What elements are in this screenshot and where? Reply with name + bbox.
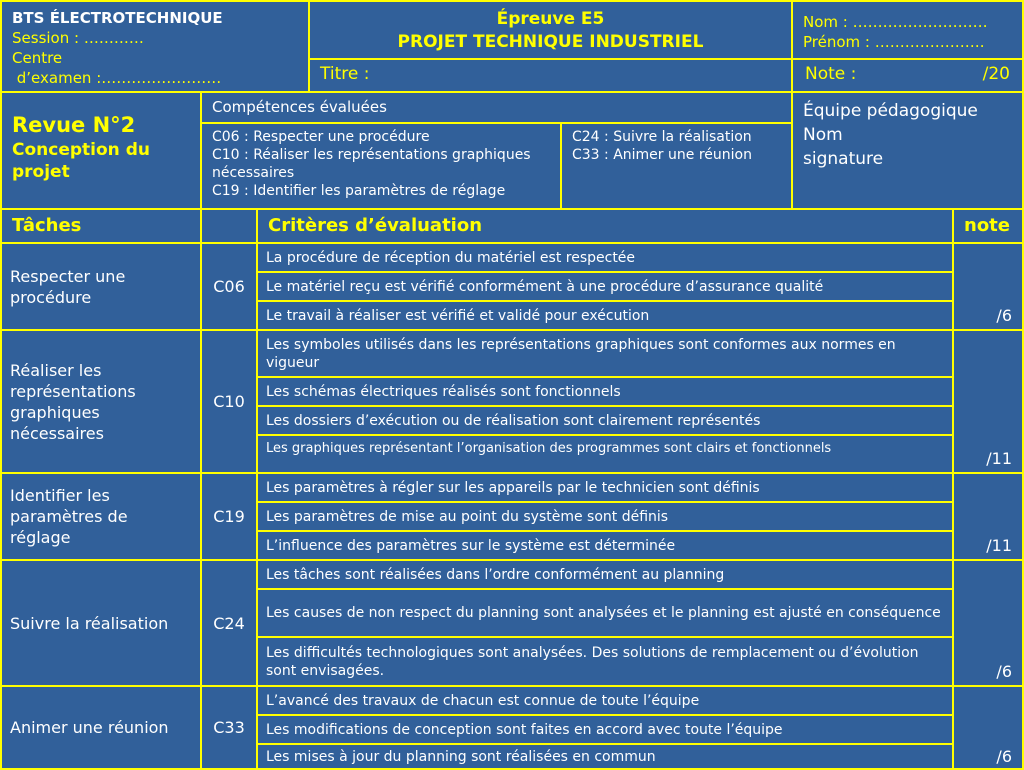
header-code-empty bbox=[200, 208, 258, 244]
critere-row: Le matériel reçu est vérifié conformément à une procédure d’assurance qualité bbox=[256, 271, 954, 302]
bts-title: BTS ÉLECTROTECHNIQUE bbox=[12, 9, 223, 27]
critere-row: L’influence des paramètres sur le système est déterminée bbox=[256, 530, 954, 561]
projet-label: PROJET TECHNIQUE INDUSTRIEL bbox=[397, 32, 704, 52]
header-student bbox=[791, 0, 1024, 60]
header-epreuve bbox=[308, 0, 793, 60]
code-c33: C33 bbox=[200, 685, 258, 770]
signature-label: signature bbox=[803, 149, 884, 169]
centre-label: Centre bbox=[12, 49, 63, 67]
competences-left bbox=[200, 122, 562, 210]
equipe-label: Équipe pédagogique bbox=[803, 101, 978, 121]
session-field: Session : ………… bbox=[12, 29, 144, 47]
critere-row: L’avancé des travaux de chacun est connue de toute l’équipe bbox=[256, 685, 954, 716]
note-col-label: note bbox=[964, 215, 1010, 236]
header-exam-info bbox=[0, 0, 310, 93]
header-titre bbox=[308, 58, 793, 93]
revue-subtitle: Conception du projet bbox=[12, 140, 150, 182]
competence-item: C06 : Respecter une procédure bbox=[212, 129, 430, 145]
competence-item: C19 : Identifier les paramètres de réglage bbox=[212, 183, 506, 199]
competence-item: C24 : Suivre la réalisation bbox=[572, 129, 752, 145]
prenom-field: Prénom : …………………. bbox=[803, 33, 985, 51]
equipe-block bbox=[791, 91, 1024, 210]
competence-item: C10 : Réaliser les représentations graphiques nécessaires bbox=[212, 147, 531, 181]
note-c33: /6 bbox=[952, 685, 1024, 770]
header-criteres bbox=[256, 208, 954, 244]
competences-label: Compétences évaluées bbox=[212, 98, 387, 116]
code-c10: C10 bbox=[200, 329, 258, 474]
code-c24: C24 bbox=[200, 559, 258, 687]
note-c24: /6 bbox=[952, 559, 1024, 687]
header-taches bbox=[0, 208, 202, 244]
tache-c10: Réaliser les représentations graphiques nécessaires bbox=[0, 329, 202, 474]
competences-header bbox=[200, 91, 793, 124]
critere-row: Les symboles utilisés dans les représentations graphiques sont conformes aux normes en vigueur bbox=[256, 329, 954, 378]
tache-c19: Identifier les paramètres de réglage bbox=[0, 472, 202, 561]
note-label: Note : bbox=[805, 64, 857, 84]
nom-field: Nom : ……………………… bbox=[803, 13, 988, 31]
note-c06: /6 bbox=[952, 242, 1024, 331]
epreuve-label: Épreuve E5 bbox=[496, 9, 605, 29]
criteres-label: Critères d’évaluation bbox=[268, 215, 483, 236]
code-c06: C06 bbox=[200, 242, 258, 331]
critere-row: Le travail à réaliser est vérifié et validé pour exécution bbox=[256, 300, 954, 331]
taches-label: Tâches bbox=[12, 215, 82, 236]
critere-row: Les mises à jour du planning sont réalisées en commun bbox=[256, 743, 954, 770]
code-c19: C19 bbox=[200, 472, 258, 561]
critere-row: Les schémas électriques réalisés sont fonctionnels bbox=[256, 376, 954, 407]
tache-c06: Respecter une procédure bbox=[0, 242, 202, 331]
examen-field: d’examen :…………………… bbox=[12, 69, 222, 87]
nom-label: Nom bbox=[803, 125, 843, 145]
critere-row: Les dossiers d’exécution ou de réalisation sont clairement représentés bbox=[256, 405, 954, 436]
critere-row: Les difficultés technologiques sont analysées. Des solutions de remplacement ou d’évolution sont envisagées. bbox=[256, 636, 954, 687]
tache-c24: Suivre la réalisation bbox=[0, 559, 202, 687]
revue-title-block bbox=[0, 91, 202, 210]
critere-row: La procédure de réception du matériel est respectée bbox=[256, 242, 954, 273]
critere-row: Les graphiques représentant l’organisation des programmes sont clairs et fonctionnels bbox=[256, 434, 954, 474]
critere-row: Les tâches sont réalisées dans l’ordre conformément au planning bbox=[256, 559, 954, 590]
header-note bbox=[791, 58, 1024, 93]
header-note-col bbox=[952, 208, 1024, 244]
revue-title: Revue N°2 bbox=[12, 113, 136, 137]
competence-item: C33 : Animer une réunion bbox=[572, 147, 752, 163]
note-c19: /11 bbox=[952, 472, 1024, 561]
note-c10: /11 bbox=[952, 329, 1024, 474]
note-max: /20 bbox=[982, 64, 1010, 84]
tache-c33: Animer une réunion bbox=[0, 685, 202, 770]
critere-row: Les paramètres à régler sur les appareils par le technicien sont définis bbox=[256, 472, 954, 503]
competences-right bbox=[560, 122, 793, 210]
titre-label: Titre : bbox=[320, 64, 370, 84]
critere-row: Les causes de non respect du planning sont analysées et le planning est ajusté en conséquence bbox=[256, 588, 954, 638]
critere-row: Les modifications de conception sont faites en accord avec toute l’équipe bbox=[256, 714, 954, 745]
critere-row: Les paramètres de mise au point du système sont définis bbox=[256, 501, 954, 532]
